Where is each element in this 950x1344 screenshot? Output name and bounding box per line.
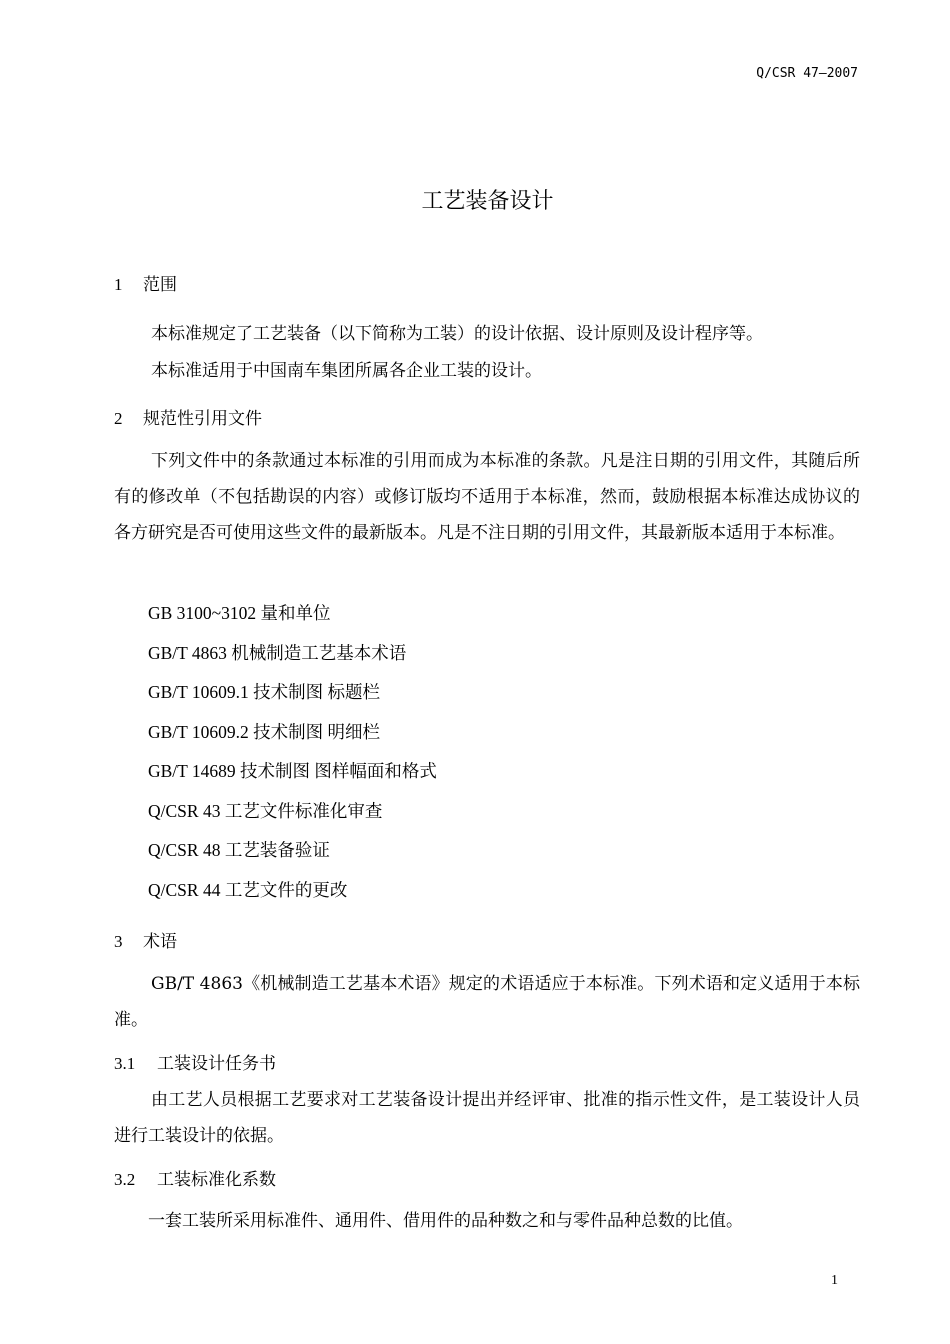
section-1-heading <box>114 270 177 295</box>
subsection-3-2-definition: 一套工装所采用标准件、通用件、借用件的品种数之和与零件品种总数的比值。 <box>148 1211 743 1231</box>
subsection-title: 工装设计任务书 <box>157 1054 276 1074</box>
scope-paragraph-1: 本标准规定了工艺装备（以下简称为工装）的设计依据、设计原则及设计程序等。 <box>151 324 763 344</box>
section-title: 规范性引用文件 <box>143 409 262 429</box>
reference-item: GB/T 4863 机械制造工艺基本术语 <box>148 643 407 663</box>
section-3-heading <box>114 927 177 952</box>
section-2-heading <box>114 404 262 429</box>
scope-paragraph-2: 本标准适用于中国南车集团所属各企业工装的设计。 <box>151 361 542 381</box>
subsection-3-1-definition: 由工艺人员根据工艺要求对工艺装备设计提出并经评审、批准的指示性文件，是工装设计人员进行工装设计的依据。 <box>114 1090 860 1146</box>
section-number: 1 <box>114 275 123 294</box>
section-number: 3 <box>114 932 123 951</box>
reference-item: Q/CSR 44 工艺文件的更改 <box>148 880 348 900</box>
section-number: 2 <box>114 409 123 428</box>
document-code: Q/CSR 47—2007 <box>756 66 858 81</box>
subsection-number: 3.2 <box>114 1170 136 1189</box>
page-number: 1 <box>831 1273 838 1288</box>
reference-item: GB/T 10609.2 技术制图 明细栏 <box>148 722 381 742</box>
subsection-3-2-heading <box>114 1165 276 1190</box>
subsection-title: 工装标准化系数 <box>157 1170 276 1190</box>
section-title: 范围 <box>143 275 177 295</box>
reference-item: Q/CSR 43 工艺文件标准化审查 <box>148 801 383 821</box>
reference-item: Q/CSR 48 工艺装备验证 <box>148 840 330 860</box>
section-title: 术语 <box>143 932 177 952</box>
subsection-3-1-heading <box>114 1049 276 1074</box>
subsection-number: 3.1 <box>114 1054 136 1073</box>
references-intro-paragraph: 下列文件中的条款通过本标准的引用而成为本标准的条款。凡是注日期的引用文件，其随后所有的修改单（不包括勘误的内容）或修订版均不适用于本标准，然而，鼓励根据本标准达成协议的各方研究是否可使用这些文件的最新版本。凡是不注日期的引用文件，其最新版本适用于本标准。 <box>114 451 860 543</box>
reference-item: GB 3100~3102 量和单位 <box>148 603 331 623</box>
document-title: 工艺装备设计 <box>421 189 554 214</box>
terms-intro-paragraph: GB/T 4863《机械制造工艺基本术语》规定的术语适应于本标准。下列术语和定义适用于本标准。 <box>114 974 860 1030</box>
reference-item: GB/T 10609.1 技术制图 标题栏 <box>148 682 381 702</box>
reference-item: GB/T 14689 技术制图 图样幅面和格式 <box>148 761 437 781</box>
